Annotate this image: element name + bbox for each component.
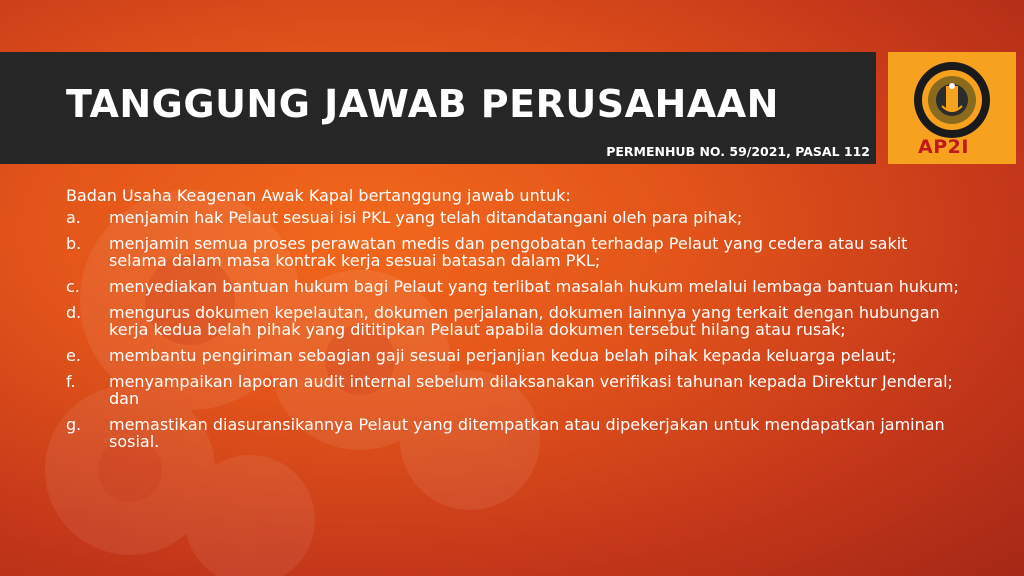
list-marker: b. bbox=[66, 234, 82, 253]
list-marker: c. bbox=[66, 277, 80, 296]
list-marker: f. bbox=[66, 372, 76, 391]
list-item-text: mengurus dokumen kepelautan, dokumen perjalanan, dokumen lainnya yang terkait dengan hubungan kerja kedua belah pihak yang dititipkan Pelaut apabila dokumen tersebut hilang atau rusak; bbox=[109, 303, 940, 339]
content-body bbox=[66, 187, 966, 459]
list-item-text: membantu pengiriman sebagian gaji sesuai perjanjian kedua belah pihak kepada keluarga pelaut; bbox=[109, 346, 897, 365]
list-marker: a. bbox=[66, 208, 81, 227]
slide-title: TANGGUNG JAWAB PERUSAHAAN bbox=[66, 82, 779, 126]
list-item-text: menjamin semua proses perawatan medis dan pengobatan terhadap Pelaut yang cedera atau sakit selama dalam masa kontrak kerja sesuai batasan dalam PKL; bbox=[109, 234, 908, 270]
logo bbox=[888, 52, 1016, 164]
list-item-text: memastikan diasuransikannya Pelaut yang ditempatkan atau dipekerjakan untuk mendapatkan jaminan sosial. bbox=[109, 415, 945, 451]
list-item bbox=[66, 416, 966, 450]
list-item bbox=[66, 347, 966, 364]
logo-emblem-icon bbox=[908, 60, 996, 140]
list-item bbox=[66, 373, 966, 407]
list-item bbox=[66, 304, 966, 338]
list-item bbox=[66, 278, 966, 295]
list-item bbox=[66, 235, 966, 269]
responsibility-list bbox=[66, 209, 966, 450]
title-bar bbox=[0, 52, 876, 164]
list-item-text: menyediakan bantuan hukum bagi Pelaut yang terlibat masalah hukum melalui lembaga bantuan hukum; bbox=[109, 277, 959, 296]
list-marker: g. bbox=[66, 415, 82, 434]
list-marker: d. bbox=[66, 303, 82, 322]
list-item-text: menjamin hak Pelaut sesuai isi PKL yang telah ditandatangani oleh para pihak; bbox=[109, 208, 743, 227]
list-marker: e. bbox=[66, 346, 81, 365]
logo-text: AP2I bbox=[918, 136, 969, 158]
slide-subtitle: PERMENHUB NO. 59/2021, PASAL 112 bbox=[606, 144, 870, 159]
intro-text: Badan Usaha Keagenan Awak Kapal bertanggung jawab untuk: bbox=[66, 186, 571, 205]
list-item-text: menyampaikan laporan audit internal sebelum dilaksanakan verifikasi tahunan kepada Direktur Jenderal; dan bbox=[109, 372, 953, 408]
list-item bbox=[66, 209, 966, 226]
